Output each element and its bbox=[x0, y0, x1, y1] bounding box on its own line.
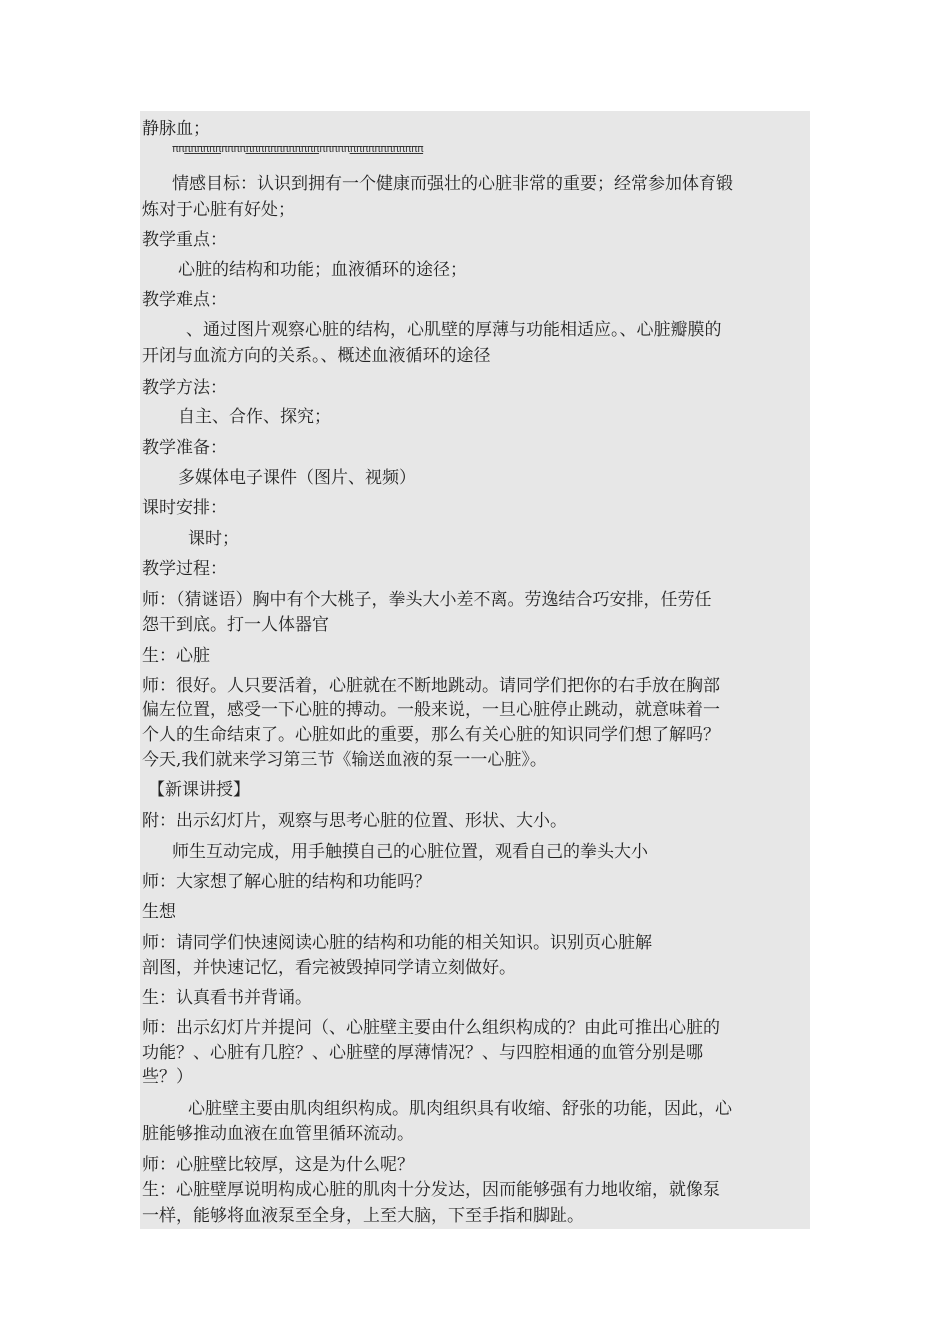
text-line: 自主、合作、探究； bbox=[178, 407, 331, 427]
garbled-underline-text: πππππππππππππππππππππππππππππππππππππππππ bbox=[172, 142, 424, 155]
text-line: 静脉血； bbox=[142, 119, 210, 139]
text-line: 情感目标：认识到拥有一个健康而强壮的心脏非常的重要；经常参加体育锻 bbox=[172, 174, 733, 194]
section-heading: 教学方法： bbox=[142, 378, 227, 398]
text-line: 师：很好。人只要活着，心脏就在不断地跳动。请同学们把你的右手放在胸部 bbox=[142, 676, 720, 696]
text-line: 生：心脏 bbox=[142, 646, 210, 666]
section-heading: 课时安排： bbox=[142, 498, 227, 518]
text-line: 些？） bbox=[142, 1067, 193, 1087]
text-line: 心脏壁主要由肌肉组织构成。肌肉组织具有收缩、舒张的功能，因此，心 bbox=[188, 1099, 732, 1119]
text-line: 、通过图片观察心脏的结构，心肌壁的厚薄与功能相适应。、心脏瓣膜的 bbox=[186, 320, 722, 340]
section-heading: 教学重点： bbox=[142, 230, 227, 250]
text-line: 生：心脏壁厚说明构成心脏的肌肉十分发达，因而能够强有力地收缩，就像泵 bbox=[142, 1180, 720, 1200]
text-line: 师生互动完成，用手触摸自己的心脏位置，观看自己的拳头大小 bbox=[172, 842, 648, 862]
text-line: 师：大家想了解心脏的结构和功能吗？ bbox=[142, 872, 431, 892]
text-line: 开闭与血流方向的关系。、概述血液循环的途径 bbox=[142, 346, 491, 366]
text-line: 脏能够推动血液在血管里循环流动。 bbox=[142, 1124, 414, 1144]
text-line: 师：（猜谜语）胸中有个大桃子，拳头大小差不离。劳逸结合巧安排，任劳任 bbox=[142, 590, 712, 610]
text-line: 怨干到底。打一人体器官 bbox=[142, 615, 329, 635]
text-line: 附：出示幻灯片，观察与思考心脏的位置、形状、大小。 bbox=[142, 811, 567, 831]
section-heading: 【新课讲授】 bbox=[148, 780, 250, 800]
text-line: 师：心脏壁比较厚，这是为什么呢？ bbox=[142, 1155, 414, 1175]
text-line: 一样，能够将血液泵至全身，上至大脑，下至手指和脚趾。 bbox=[142, 1206, 584, 1226]
text-line: 功能？、心脏有几腔？、心脏壁的厚薄情况？、与四腔相通的血管分别是哪 bbox=[142, 1043, 703, 1063]
section-heading: 教学准备： bbox=[142, 438, 227, 458]
section-heading: 教学过程： bbox=[142, 559, 227, 579]
text-line: 师：请同学们快速阅读心脏的结构和功能的相关知识。识别页心脏解 bbox=[142, 933, 652, 953]
text-line: 课时； bbox=[188, 529, 239, 549]
text-line: 生想 bbox=[142, 902, 176, 922]
text-line: 剖图，并快速记忆，看完被毁掉同学请立刻做好。 bbox=[142, 958, 516, 978]
text-line: 生：认真看书并背诵。 bbox=[142, 988, 312, 1008]
text-line: 多媒体电子课件（图片、视频） bbox=[178, 468, 416, 488]
section-heading: 教学难点： bbox=[142, 290, 227, 310]
text-line: 炼对于心脏有好处； bbox=[142, 200, 295, 220]
text-line: 心脏的结构和功能；血液循环的途径； bbox=[178, 260, 467, 280]
text-line: 今天,我们就来学习第三节《输送血液的泵一一心脏》。 bbox=[142, 750, 547, 770]
text-line: 偏左位置，感受一下心脏的搏动。一般来说，一旦心脏停止跳动，就意味着一 bbox=[142, 700, 720, 720]
text-line: 师：出示幻灯片并提问（、心脏壁主要由什么组织构成的？由此可推出心脏的 bbox=[142, 1018, 720, 1038]
text-line: 个人的生命结束了。心脏如此的重要，那么有关心脏的知识同学们想了解吗？ bbox=[142, 725, 720, 745]
